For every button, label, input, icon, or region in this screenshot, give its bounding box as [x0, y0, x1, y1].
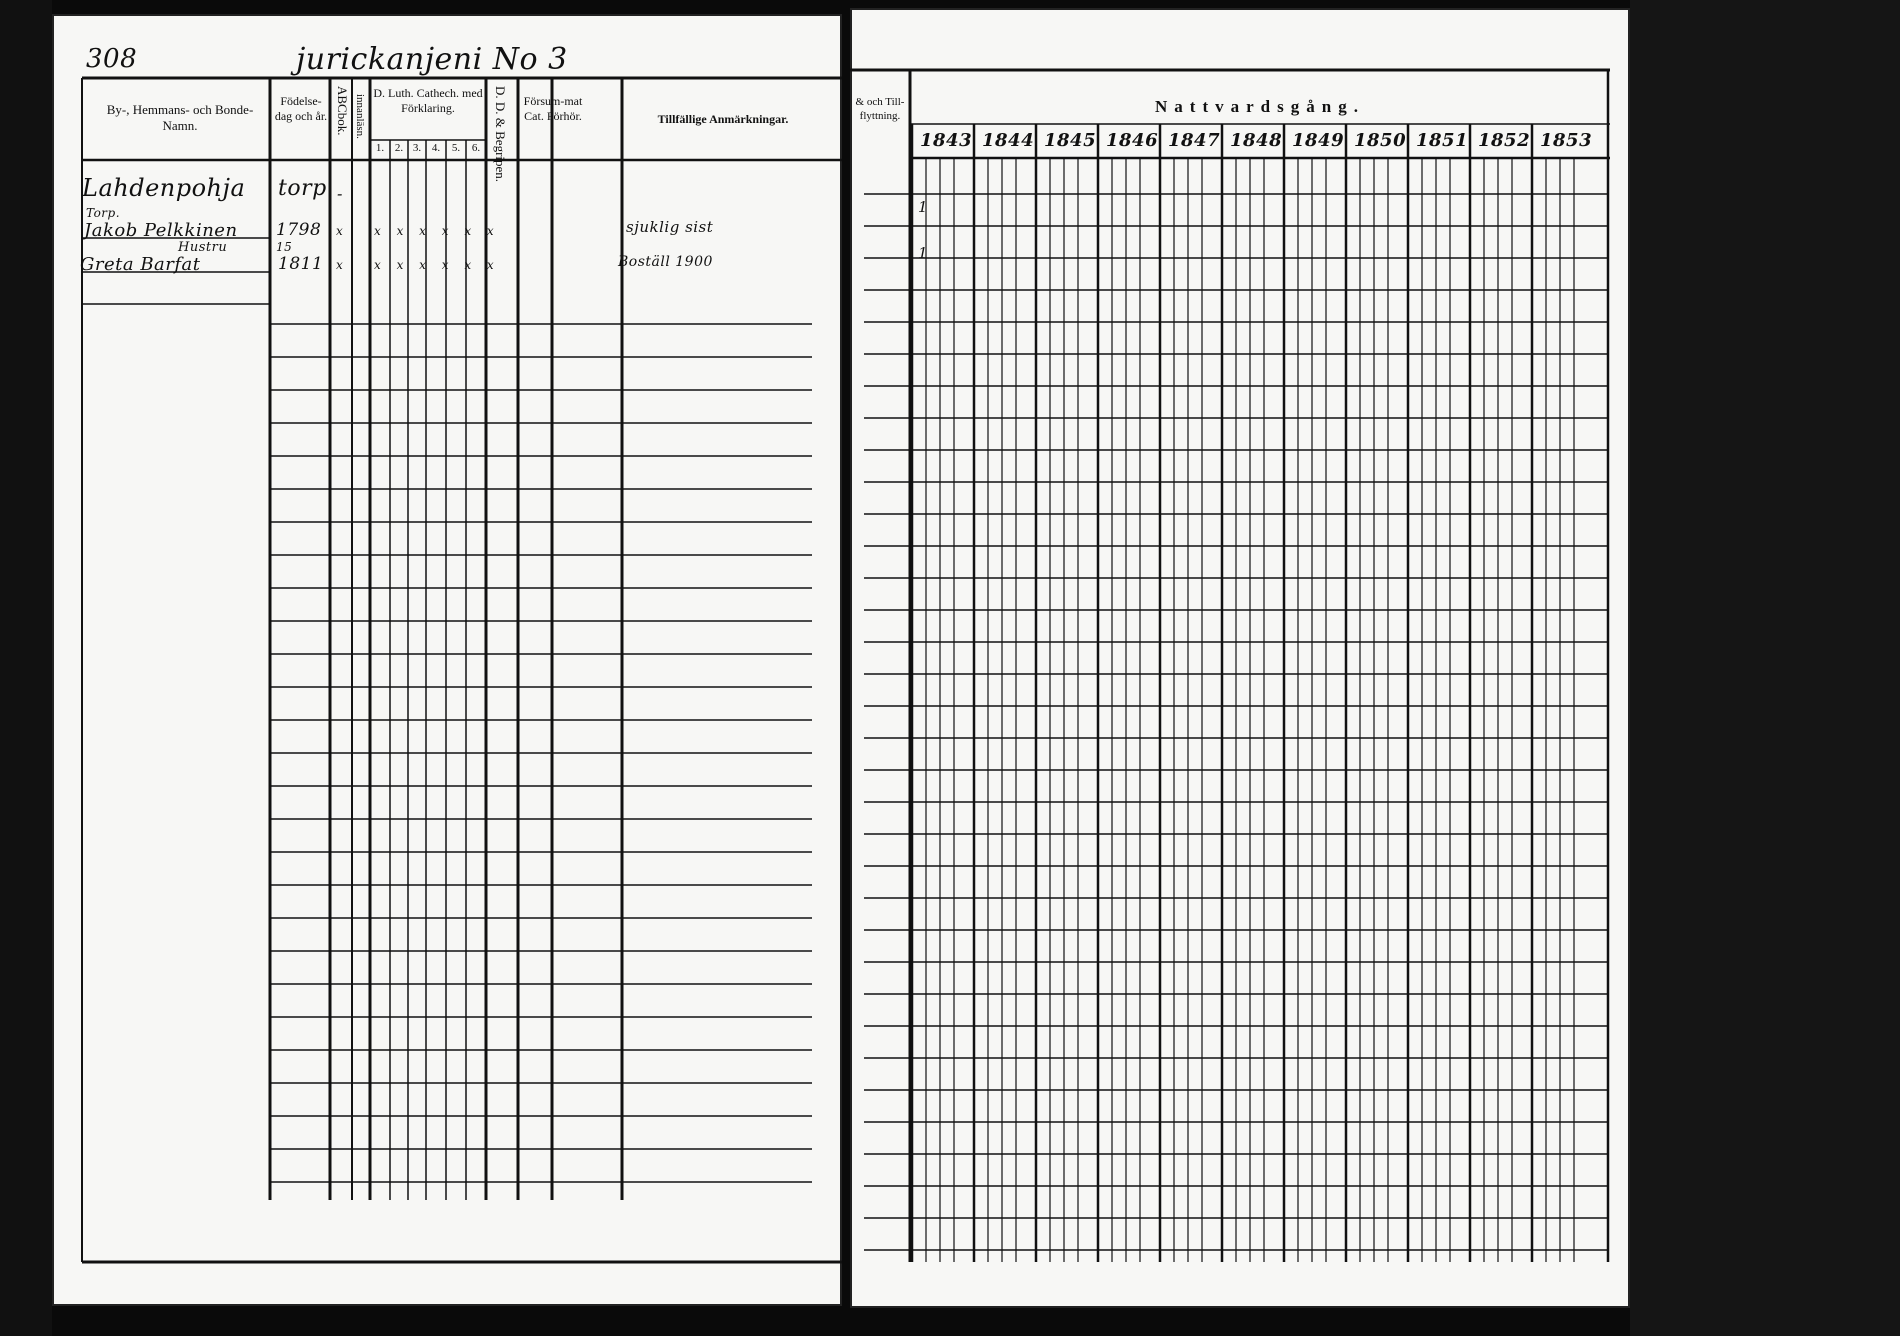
catech-num: 2. [394, 142, 404, 154]
catechism-column-header: D. Luth. Cathech. med Förklaring. [373, 86, 483, 115]
birth-column-header: Födelse-dag och år. [274, 94, 328, 123]
entry-abc: x [336, 258, 344, 272]
tick-mark: 1 [918, 198, 928, 216]
innanlasn-column-header: innanläsn. [354, 94, 366, 139]
year-label: 1844 [982, 130, 1035, 151]
catech-num: 6. [471, 142, 481, 154]
entry-catechism-marks: x x x x x x [374, 258, 500, 272]
year-label: 1846 [1106, 130, 1159, 151]
entry-catechism-marks: x x x x x x [374, 224, 500, 238]
year-label: 1845 [1044, 130, 1097, 151]
begripen-column-header: D. D. & Begripen. [493, 86, 508, 183]
register-heading: jurickanjeni No 3 [296, 42, 568, 77]
tillflyttning-column-header: & och Till-flyttning. [855, 96, 905, 122]
entry-name: Greta Barfat [80, 254, 201, 275]
entry-name: Jakob Pelkkinen [84, 220, 238, 241]
year-label: 1843 [920, 130, 973, 151]
year-label: 1852 [1478, 130, 1531, 151]
entry-remarks: Boställ 1900 [618, 254, 713, 270]
right-register-page [850, 8, 1630, 1308]
catech-num: 4. [431, 142, 441, 154]
year-label: 1847 [1168, 130, 1221, 151]
forsummat-column-header: Försum-mat Cat. Förhör. [523, 94, 583, 123]
year-label: 1851 [1416, 130, 1469, 151]
entry-name: Torp. [86, 206, 121, 220]
page-number: 308 [86, 44, 138, 74]
name-column-header: By-, Hemmans- och Bonde-Namn. [106, 102, 254, 134]
entry-remarks: sjuklig sist [626, 218, 714, 236]
catech-num: 5. [451, 142, 461, 154]
entry-abc: - [337, 184, 343, 203]
entry-birth: 1798 [276, 220, 322, 240]
remarks-column-header: Tillfällige Anmärkningar. [657, 112, 789, 126]
year-label: 1849 [1292, 130, 1345, 151]
year-label: 1848 [1230, 130, 1283, 151]
entry-birth: torp [278, 176, 327, 201]
catech-num: 1. [375, 142, 385, 154]
entry-abc: x [336, 224, 344, 238]
left-binding-edge [0, 0, 52, 1336]
catech-num: 3. [412, 142, 422, 154]
tick-mark: 1 [918, 244, 928, 262]
left-register-page [52, 14, 842, 1306]
entry-name: Hustru [178, 240, 228, 255]
right-table-rules [850, 8, 1630, 1308]
catechism-number-row [370, 142, 486, 160]
nattvard-title: Nattvardsgång. [1155, 97, 1365, 116]
entry-birth: 15 [276, 240, 293, 254]
entry-birth: 1811 [278, 254, 324, 274]
year-label: 1850 [1354, 130, 1407, 151]
abc-column-header: ABCbok. [335, 86, 350, 136]
year-label: 1853 [1540, 130, 1593, 151]
entry-name: Lahdenpohja [82, 174, 246, 202]
right-binding-edge [1630, 0, 1900, 1336]
left-table-rules [52, 14, 842, 1306]
